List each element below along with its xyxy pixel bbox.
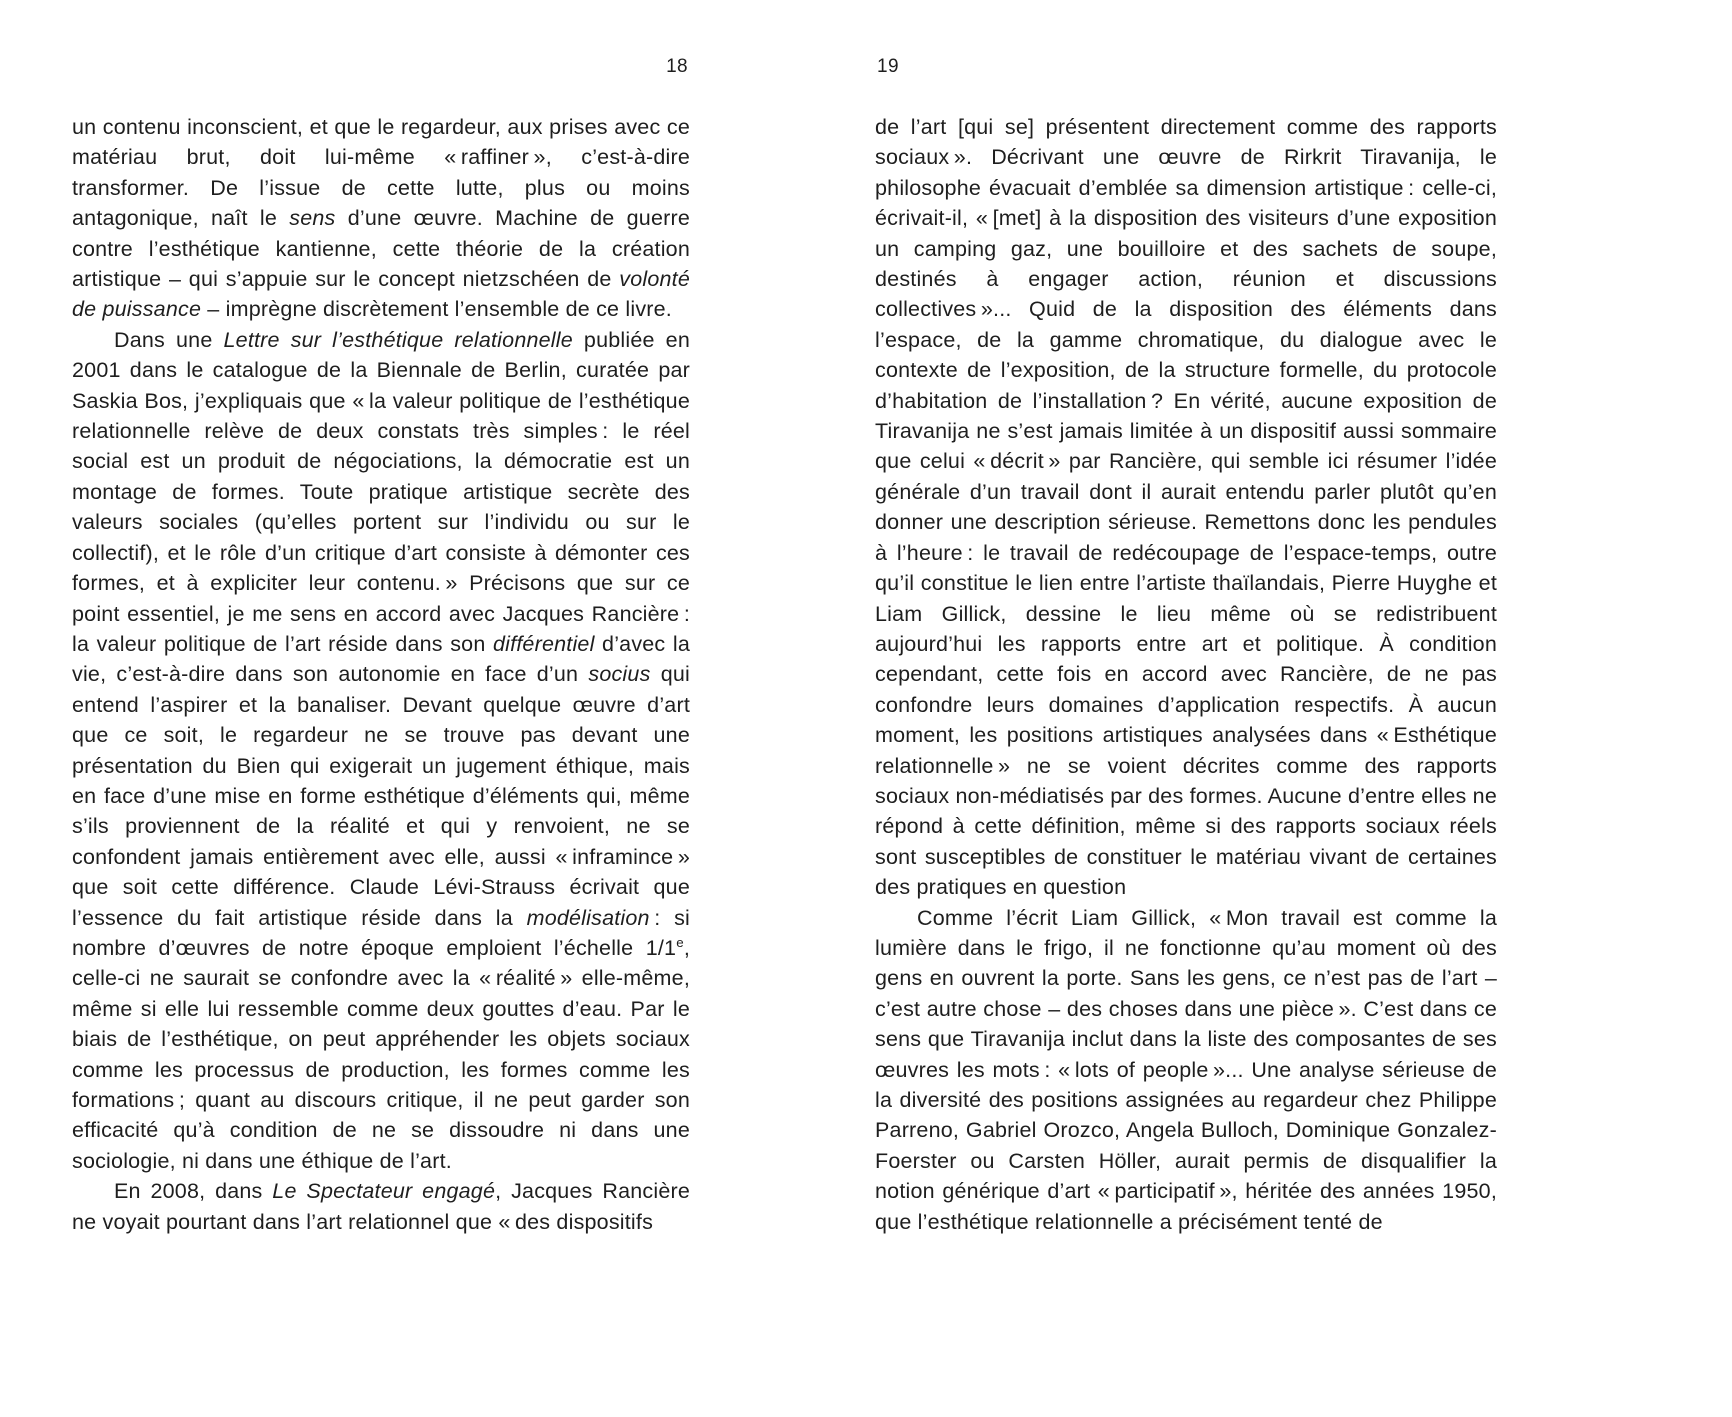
- italic-text-run: Lettre sur l’esthétique relationnelle: [223, 327, 573, 352]
- italic-text-run: volonté de puissance: [72, 267, 690, 322]
- italic-text-run: Le Spectateur engagé: [272, 1179, 496, 1204]
- text-run: d’une œuvre. Machine de guerre contre l’esthétique kantienne, cette théorie de la création artistique – qui s’appuie sur le concept nietzschéen de: [72, 206, 690, 292]
- italic-text-run: différentiel: [492, 631, 595, 656]
- text-run: , Jacques Rancière ne voyait pourtant dans l’art relationnel que « des dispositifs: [72, 1179, 690, 1234]
- text-run: un contenu inconscient, et que le regardeur, aux prises avec ce matériau brut, doit lui-même « raffiner », c’est-à-dire transformer. De l’issue de cette lutte, plus ou moins antagonique, naît le: [72, 115, 690, 231]
- text-run: de l’art [qui se] présentent directement comme des rapports sociaux ». Décrivant une œuvre de Rirkrit Tiravanija, le philosophe évacuait d’emblée sa dimension artistique : celle-ci, écrivait-il, « [met] à la disposition des visiteurs d’une exposition un camping gaz, une bouilloire et des sachets de soupe, destinés à engager action, réunion et discussions collectives »... Quid de la disposition des éléments dans l’espace, de la gamme chromatique, du dialogue avec le contexte de l’exposition, de la structure formelle, du protocole d’habitation de l’installation ? En vérité, aucune exposition de Tiravanija ne s’est jamais limitée à un dispositif aussi sommaire que celui « décrit » par Rancière, qui semble ici résumer l’idée générale d’un travail dont il aurait entendu parler plutôt qu’en donner une description sérieuse. Remettons donc les pendules à l’heure : le travail de redécoupage de l’espace-temps, outre qu’il constitue le lien entre l’artiste thaïlandais, Pierre Huyghe et Liam Gillick, dessine le lieu même où se redistribuent aujourd’hui les rapports entre art et politique. À condition cependant, cette fois en accord avec Rancière, de ne pas confondre leurs domaines d’application respectifs. À aucun moment, les positions artistiques analysées dans « Esthétique relationnelle » ne se voient décrites comme des rapports sociaux non-médiatisés par des formes. Aucune d’entre elles ne répond à cette définition, même si des rapports sociaux réels sont susceptibles de constituer le matériau vivant de certaines des pratiques en question: [875, 115, 1497, 900]
- text-run: : si nombre d’œuvres de notre époque emploient l’échelle 1/1: [72, 905, 690, 960]
- text-run: Dans une: [114, 327, 224, 352]
- page-number-left: 18: [666, 56, 688, 77]
- superscript-text-run: e: [676, 934, 684, 950]
- italic-text-run: socius: [588, 662, 651, 687]
- italic-text-run: sens: [289, 206, 336, 231]
- text-column-right: [875, 112, 1497, 1237]
- paragraph: [72, 325, 690, 1176]
- page-number-right: 19: [877, 56, 899, 77]
- italic-text-run: modélisation: [526, 905, 650, 930]
- text-run: qui entend l’aspirer et la banaliser. Devant quelque œuvre d’art que ce soit, le regardeur ne se trouve pas devant une présentation du Bien qui exigerait un jugement éthique, mais en face d’une mise en forme esthétique d’éléments qui, même s’ils proviennent de la réalité et qui y renvoient, ne se confondent jamais entièrement avec elle, aussi « inframince » que soit cette différence. Claude Lévi-Strauss écrivait que l’essence du fait artistique réside dans la: [72, 662, 690, 930]
- text-run: publiée en 2001 dans le catalogue de la Biennale de Berlin, curatée par Saskia Bos, j’expliquais que « la valeur politique de l’esthétique relationnelle relève de deux constats très simples : le réel social est un produit de négociations, la démocratie est un montage de formes. Toute pratique artistique secrète des valeurs sociales (qu’elles portent sur l’individu ou sur le collectif), et le rôle d’un critique d’art consiste à démonter ces formes, et à expliciter leur contenu. » Précisons que sur ce point essentiel, je me sens en accord avec Jacques Rancière : la valeur politique de l’art réside dans son: [72, 327, 690, 656]
- text-run: , celle-ci ne saurait se confondre avec la « réalité » elle-même, même si elle lui ressemble comme deux gouttes d’eau. Par le biais de l’esthétique, on peut appréhender les objets sociaux comme les processus de production, les formes comme les formations ; quant au discours critique, il ne peut garder son efficacité qu’à condition de ne se dissoudre ni dans une sociologie, ni dans une éthique de l’art.: [72, 935, 690, 1173]
- paragraph: [875, 112, 1497, 903]
- text-run: – imprègne discrètement l’ensemble de ce livre.: [201, 297, 672, 322]
- text-column-left: [72, 112, 690, 1237]
- paragraph: [72, 1176, 690, 1237]
- text-run: d’avec la vie, c’est-à-dire dans son autonomie en face d’un: [72, 631, 690, 687]
- page-left: [72, 0, 690, 1417]
- paragraph: [72, 112, 690, 325]
- paragraph: [875, 903, 1497, 1237]
- text-run: Comme l’écrit Liam Gillick, « Mon travail est comme la lumière dans le frigo, il ne fonctionne qu’au moment où des gens en ouvrent la porte. Sans les gens, ce n’est pas de l’art – c’est autre chose – des choses dans une pièce ». C’est dans ce sens que Tiravanija inclut dans la liste des composantes de ses œuvres les mots : « lots of people »... Une analyse sérieuse de la diversité des positions assignées au regardeur chez Philippe Parreno, Gabriel Orozco, Angela Bulloch, Dominique Gonzalez-Foerster ou Carsten Höller, aurait permis de disqualifier la notion générique d’art « participatif », héritée des années 1950, que l’esthétique relationnelle a précisément tenté de: [875, 905, 1497, 1234]
- text-run: En 2008, dans: [114, 1179, 273, 1204]
- page-right: [875, 0, 1497, 1417]
